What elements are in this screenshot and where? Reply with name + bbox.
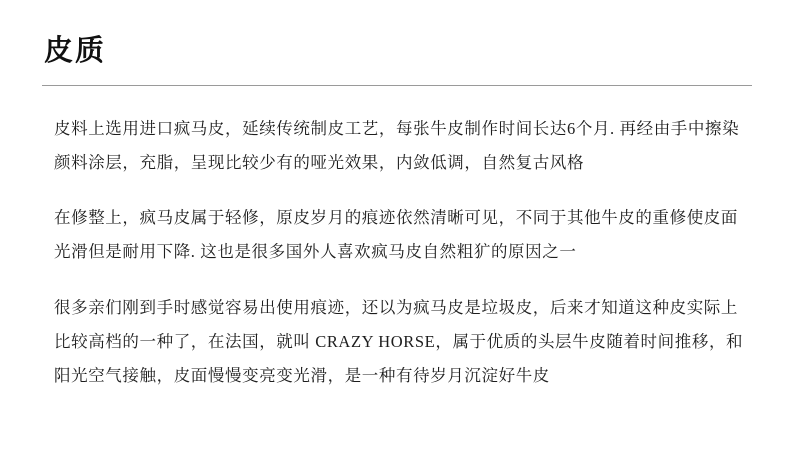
paragraph: 皮料上选用进口疯马皮，延续传统制皮工艺，每张牛皮制作时间长达6个月. 再经由手中擦染颜料涂层，充脂，呈现比较少有的哑光效果，内敛低调，自然复古风格 <box>54 118 740 172</box>
paragraph: 很多亲们刚到手时感觉容易出使用痕迹，还以为疯马皮是垃圾皮，后来才知道这种皮实际上比较高档的一种了，在法国，就叫 CRAZY HORSE，属于优质的头层牛皮随着时间推移，和阳光空气接触，皮面慢慢变亮变光滑，是一种有待岁月沉淀好牛皮 <box>54 298 744 385</box>
document-body <box>40 112 750 393</box>
title-divider <box>42 85 752 86</box>
paragraph: 在修整上，疯马皮属于轻修，原皮岁月的痕迹依然清晰可见，不同于其他牛皮的重修使皮面光滑但是耐用下降. 这也是很多国外人喜欢疯马皮自然粗犷的原因之一 <box>54 208 738 262</box>
page-title: 皮质 <box>44 35 107 67</box>
